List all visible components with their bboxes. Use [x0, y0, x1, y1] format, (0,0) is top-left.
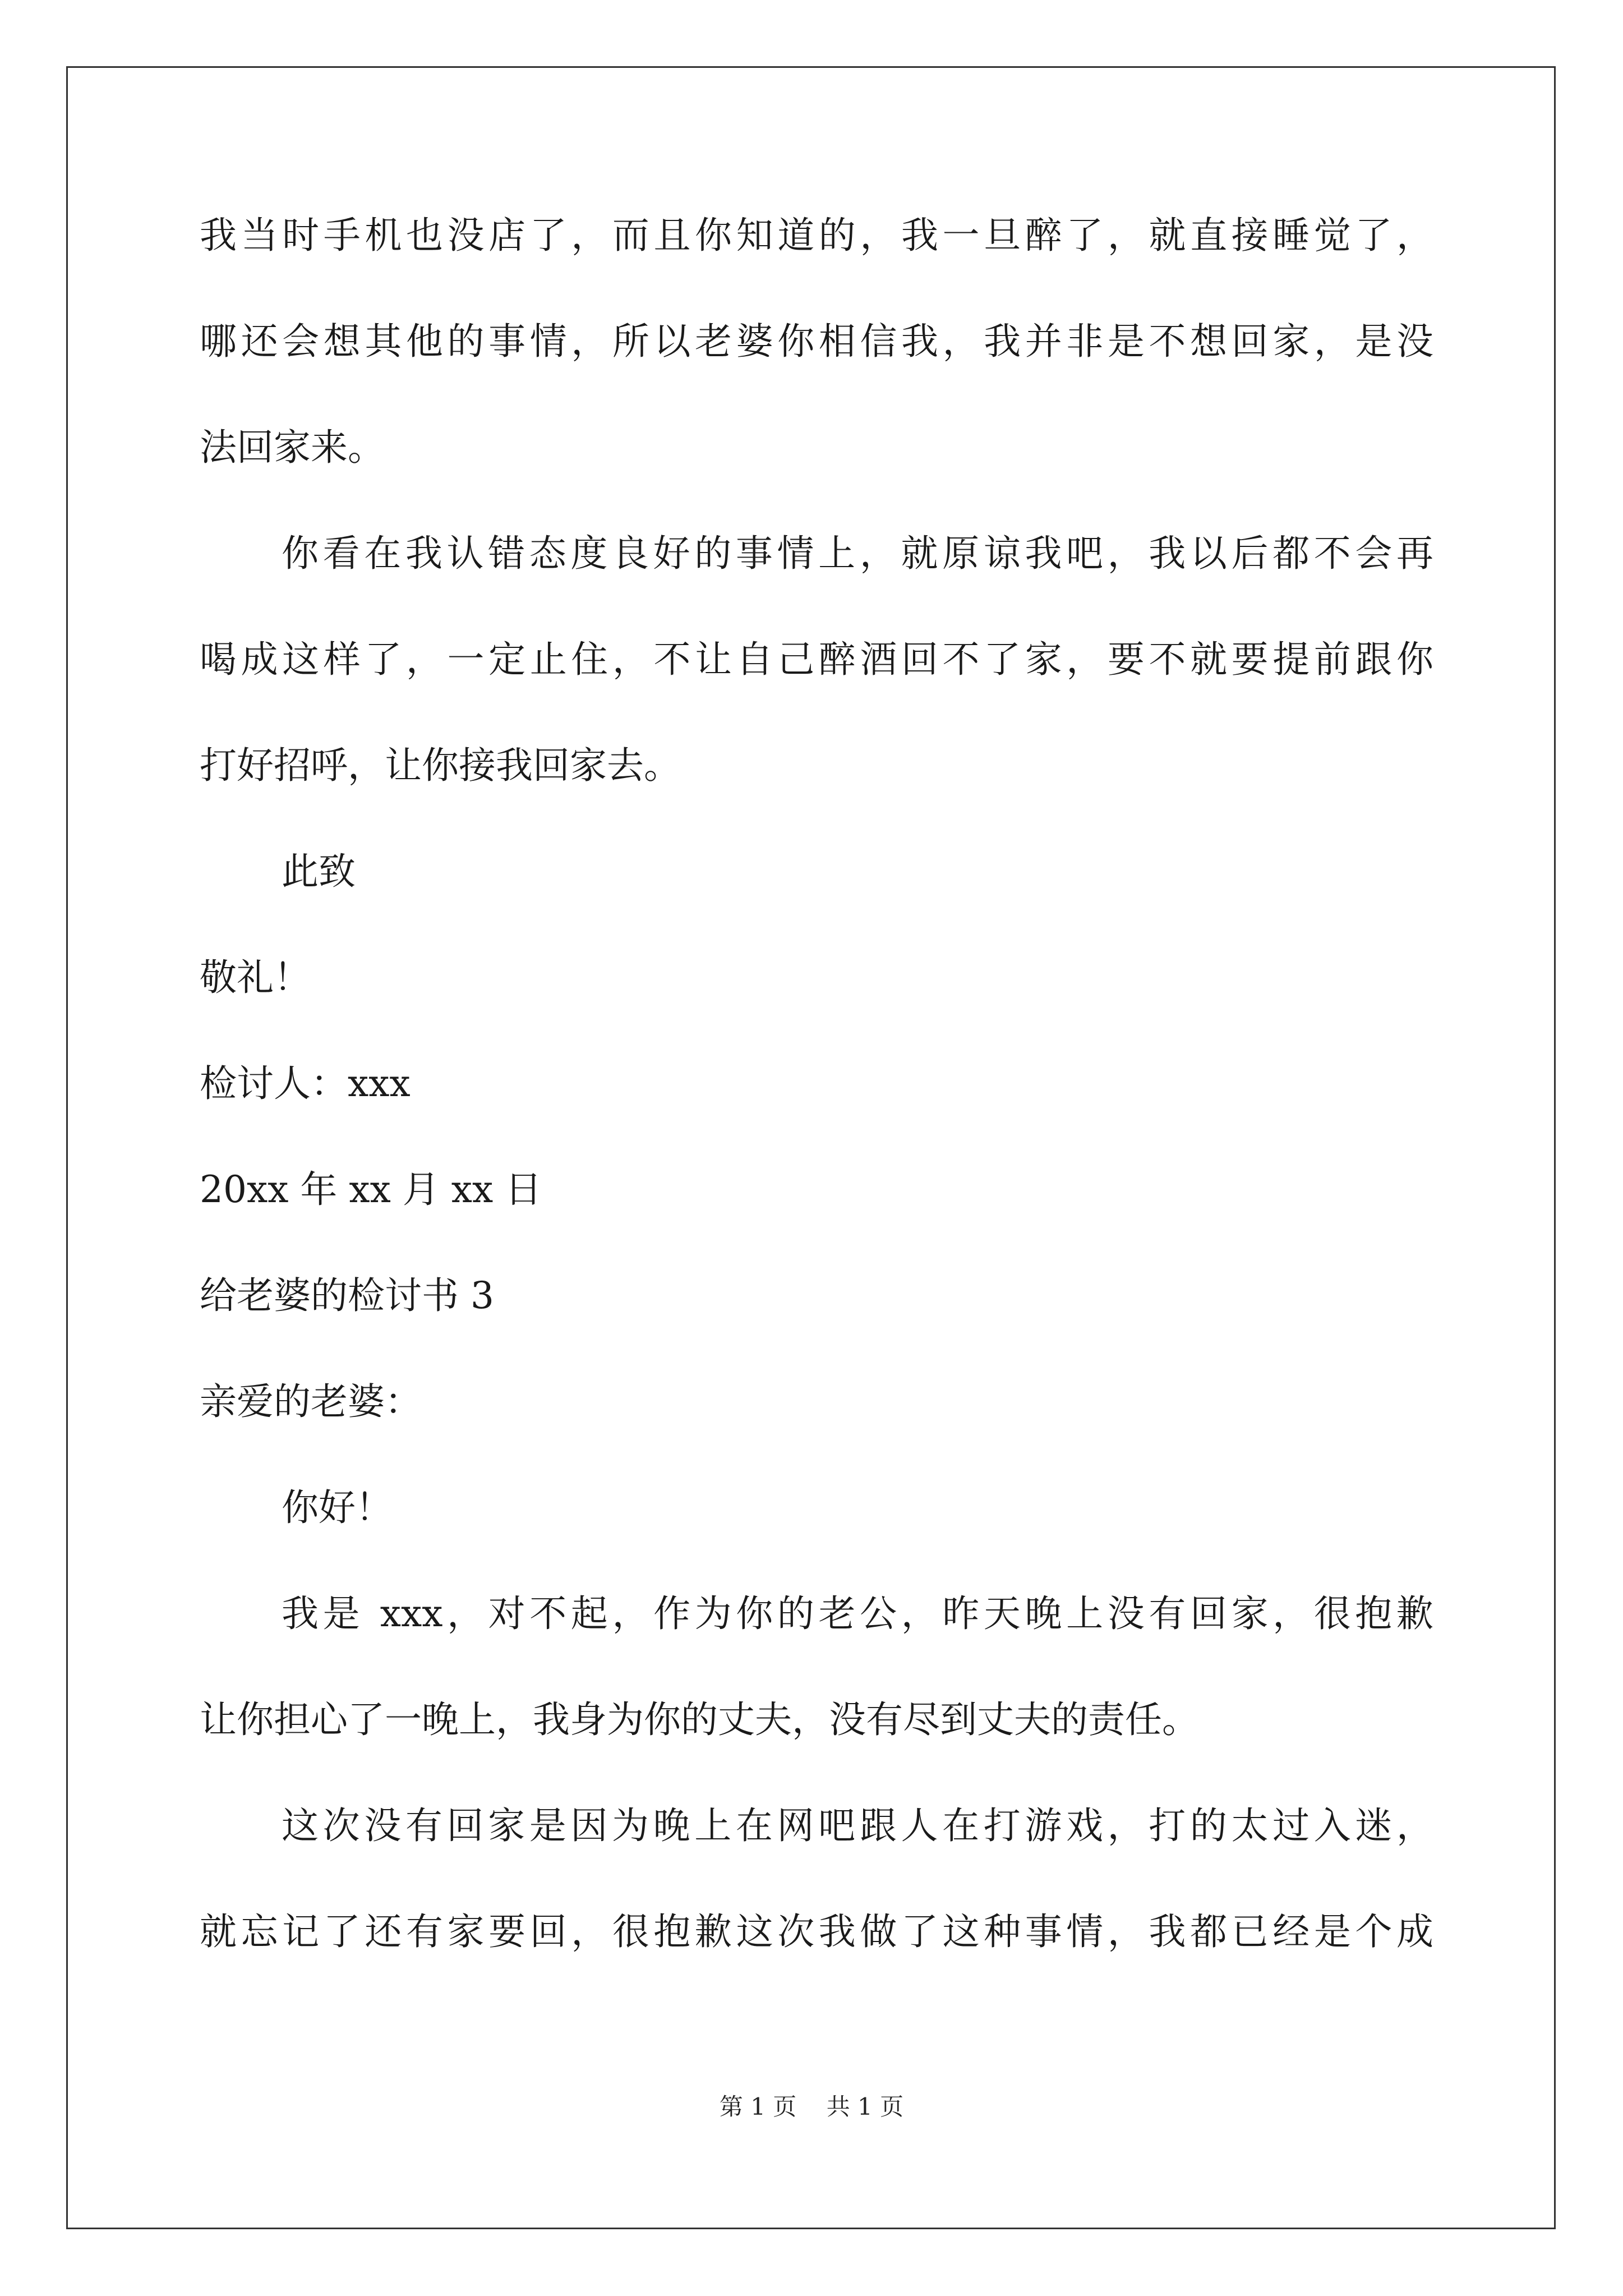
page-footer: 第 1 页 共 1 页: [719, 2093, 904, 2120]
text-line: 这次没有回家是因为晚上在网吧跟人在打游戏，打的太过入迷，: [282, 1804, 1433, 1847]
date-line: 20xx 年 xx 月 xx 日: [200, 1168, 542, 1211]
text-line: 让你担心了一晚上，我身为你的丈夫，没有尽到丈夫的责任。: [200, 1698, 1199, 1741]
text-line: 喝成这样了，一定止住，不让自己醉酒回不了家，要不就要提前跟你: [200, 638, 1433, 681]
text-line: 法回家来。: [200, 426, 385, 469]
text-line: 打好招呼，让你接我回家去。: [200, 744, 681, 787]
page-border: [66, 66, 1556, 2229]
text-line: 我是 xxx，对不起，作为你的老公，昨天晚上没有回家，很抱歉: [282, 1592, 1433, 1635]
text-line: 就忘记了还有家要回，很抱歉这次我做了这种事情，我都已经是个成: [200, 1910, 1433, 1953]
closing-salutation: 此致: [282, 850, 356, 893]
greeting-line: 亲爱的老婆：: [200, 1380, 422, 1423]
closing-regards: 敬礼！: [200, 956, 311, 999]
author-line: 检讨人：xxx: [200, 1062, 411, 1105]
text-line: 我当时手机也没店了，而且你知道的，我一旦醉了，就直接睡觉了，: [200, 214, 1433, 257]
hello-line: 你好！: [282, 1486, 393, 1529]
section-title: 给老婆的检讨书 3: [200, 1274, 494, 1317]
text-line: 你看在我认错态度良好的事情上，就原谅我吧，我以后都不会再: [282, 532, 1433, 575]
text-line: 哪还会想其他的事情，所以老婆你相信我，我并非是不想回家，是没: [200, 320, 1433, 363]
